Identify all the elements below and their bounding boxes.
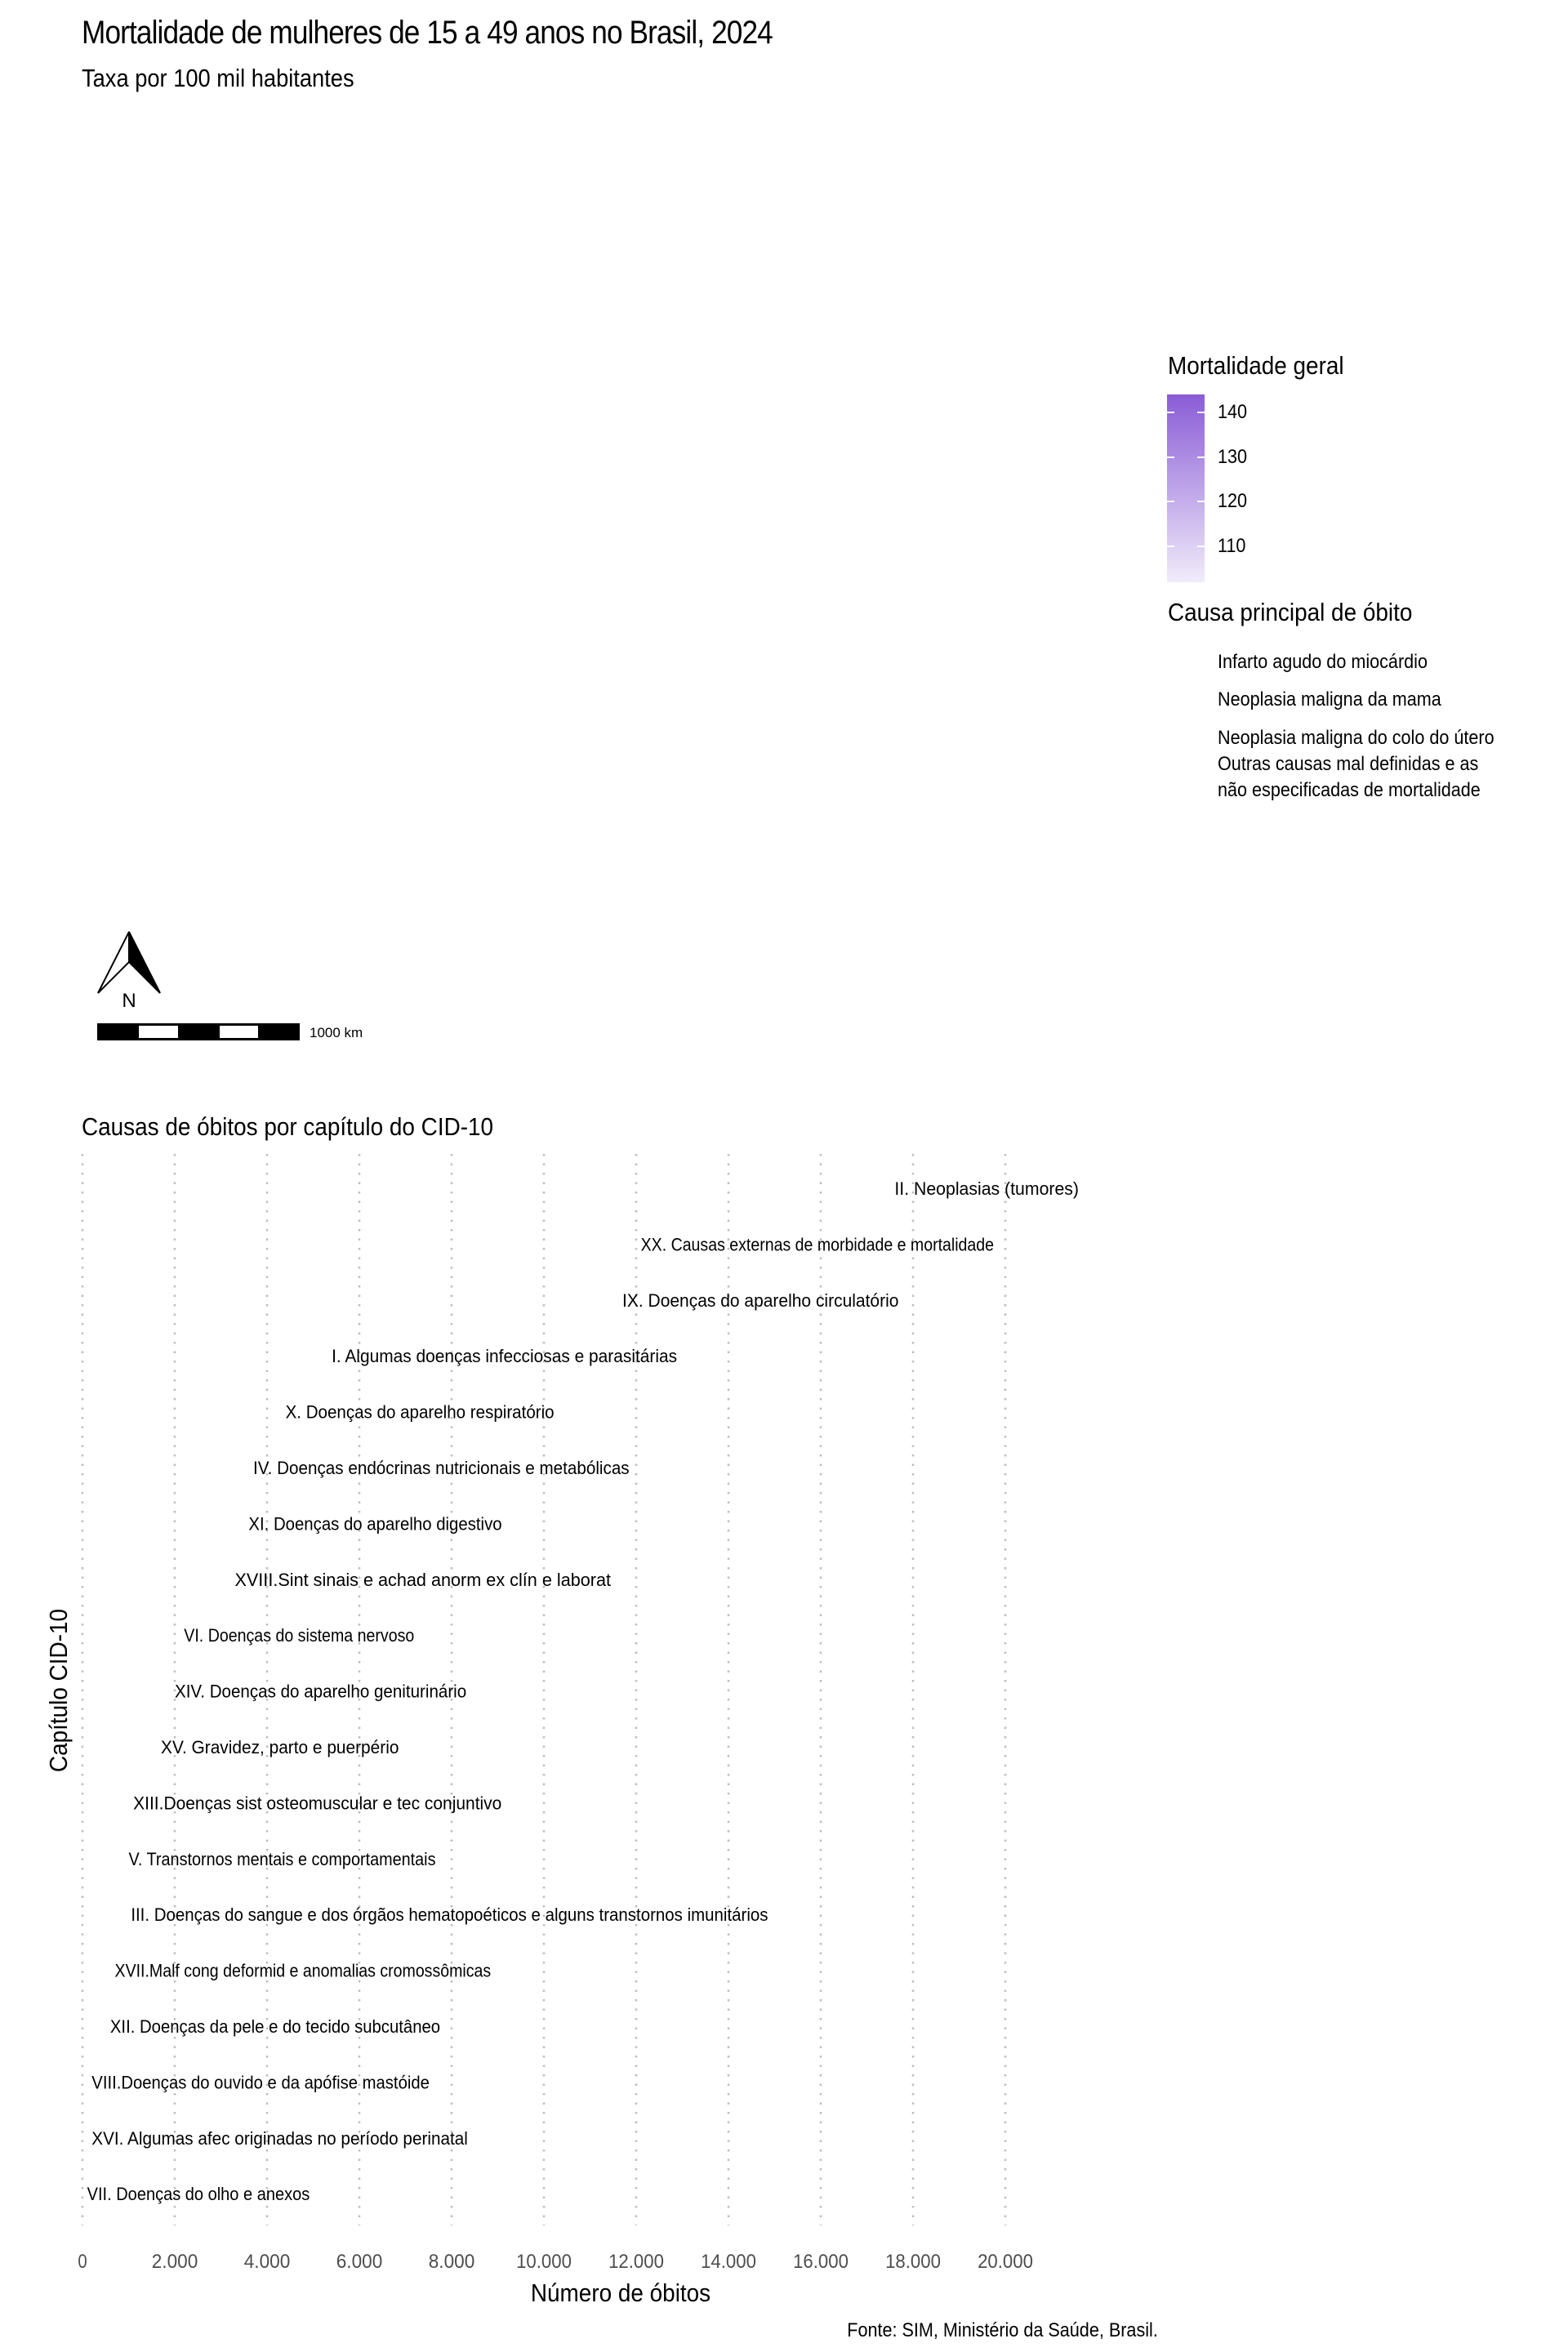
x-axis-label: Número de óbitos bbox=[530, 2278, 711, 2307]
colorbar-tick bbox=[1167, 412, 1205, 413]
colorbar-tick-label: 130 bbox=[1218, 445, 1248, 468]
x-tick-label: 18.000 bbox=[885, 2251, 941, 2273]
legend-mortality-title: Mortalidade geral bbox=[1168, 351, 1344, 380]
bar-chart bbox=[0, 1143, 1568, 2287]
x-tick-label: 16.000 bbox=[793, 2251, 849, 2273]
north-label: N bbox=[122, 990, 136, 1011]
x-tick-label: 20.000 bbox=[978, 2251, 1033, 2273]
bar-label: XIII.Doenças sist osteomuscular e tec conjuntivo bbox=[133, 1793, 502, 1814]
bar-label: XV. Gravidez, parto e puerpério bbox=[161, 1737, 399, 1757]
bar-label: VII. Doenças do olho e anexos bbox=[87, 2184, 310, 2205]
legend-cause-item: Neoplasia maligna da mama bbox=[1218, 688, 1441, 710]
bar-label: II. Neoplasias (tumores) bbox=[894, 1178, 1079, 1199]
bar-label: X. Doenças do aparelho respiratório bbox=[285, 1401, 555, 1423]
bar-label: XVII.Malf cong deformid e anomalias cromossômicas bbox=[114, 1960, 492, 1981]
bar-label: XII. Doenças da pele e do tecido subcutâneo bbox=[109, 2016, 441, 2037]
x-tick-label: 12.000 bbox=[608, 2251, 664, 2273]
bar-label: XVIII.Sint sinais e achad anorm ex clín e laborat bbox=[234, 1569, 612, 1590]
north-arrow-icon bbox=[95, 929, 168, 1015]
bar-label: I. Algumas doenças infecciosas e parasitárias bbox=[332, 1346, 678, 1367]
bar-label: VI. Doenças do sistema nervoso bbox=[184, 1625, 415, 1646]
bar-label: IX. Doenças do aparelho circulatório bbox=[622, 1290, 899, 1311]
page-subtitle: Taxa por 100 mil habitantes bbox=[82, 64, 354, 92]
map-panel bbox=[82, 122, 1143, 939]
colorbar-tick bbox=[1167, 546, 1205, 547]
bar-label: V. Transtornos mentais e comportamentais bbox=[128, 1848, 436, 1869]
legend-colorbar bbox=[1167, 394, 1205, 582]
x-tick-label: 8.000 bbox=[428, 2251, 475, 2273]
legend-cause-item: Neoplasia maligna do colo do útero bbox=[1218, 727, 1494, 749]
page-title: Mortalidade de mulheres de 15 a 49 anos no Brasil, 2024 bbox=[82, 15, 773, 51]
legend-cause-item: Outras causas mal definidas e as bbox=[1218, 753, 1479, 775]
x-tick-label: 6.000 bbox=[336, 2251, 383, 2273]
scale-bar bbox=[97, 1023, 375, 1047]
colorbar-tick-label: 120 bbox=[1218, 490, 1248, 513]
x-tick-label: 0 bbox=[78, 2251, 87, 2273]
chart-title: Causas de óbitos por capítulo do CID-10 bbox=[82, 1112, 494, 1141]
source-note: Fonte: SIM, Ministério da Saúde, Brasil. bbox=[847, 2319, 1158, 2341]
x-tick-label: 14.000 bbox=[701, 2251, 756, 2273]
colorbar-tick-label: 110 bbox=[1218, 535, 1246, 558]
bar-label: XIV. Doenças do aparelho geniturinário bbox=[175, 1681, 467, 1702]
x-tick-label: 10.000 bbox=[516, 2251, 572, 2273]
bar-label: VIII.Doenças do ouvido e da apófise mastóide bbox=[91, 2072, 430, 2093]
scale-label: 1000 km bbox=[310, 1025, 363, 1040]
bar-label: XX. Causas externas de morbidade e mortalidade bbox=[640, 1234, 995, 1255]
colorbar-tick-label: 140 bbox=[1218, 400, 1248, 423]
y-axis-label: Capítulo CID-10 bbox=[44, 1608, 73, 1773]
legend-cause-item: não especificadas de mortalidade bbox=[1218, 779, 1481, 801]
bar-label: XVI. Algumas afec originadas no período perinatal bbox=[91, 2127, 468, 2149]
legend-cause-item: Infarto agudo do miocárdio bbox=[1218, 651, 1428, 673]
x-tick-label: 4.000 bbox=[243, 2251, 291, 2273]
legend-cause-title: Causa principal de óbito bbox=[1168, 598, 1413, 626]
x-tick-label: 2.000 bbox=[151, 2251, 198, 2273]
bar-label: IV. Doenças endócrinas nutricionais e metabólicas bbox=[253, 1458, 630, 1478]
colorbar-tick bbox=[1167, 501, 1205, 502]
bar-label: III. Doenças do sangue e dos órgãos hematopoéticos e alguns transtornos imunitários bbox=[131, 1904, 768, 1926]
colorbar-tick bbox=[1167, 457, 1205, 458]
bar-label: XI. Doenças do aparelho digestivo bbox=[248, 1513, 502, 1535]
